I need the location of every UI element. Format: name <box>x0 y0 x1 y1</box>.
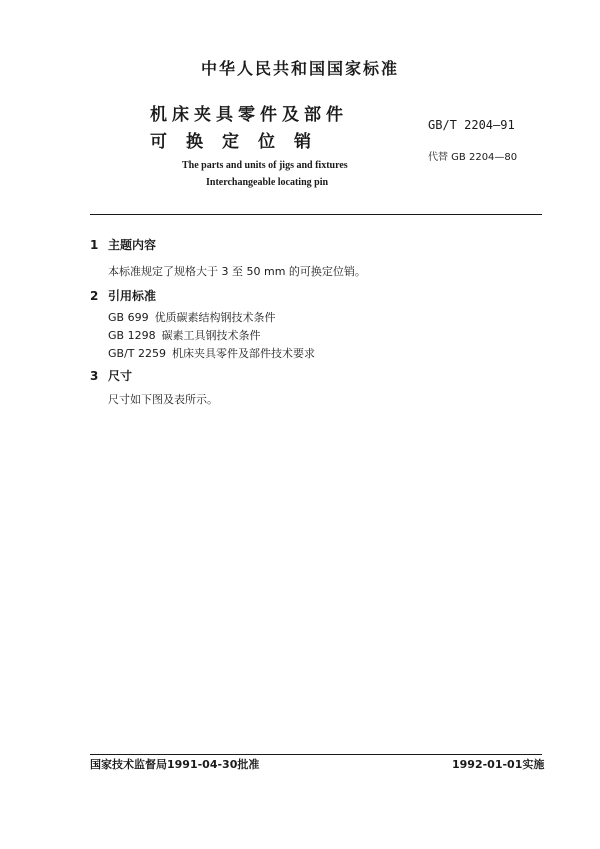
section-3-heading <box>90 367 132 384</box>
title-en-line2: Interchangeable locating pin <box>206 177 329 188</box>
header-divider <box>90 214 542 215</box>
title-cn-line1: 机床夹具零件及部件 <box>150 105 348 125</box>
section-1-title: 主题内容 <box>108 238 157 252</box>
section-1-number: 1 <box>90 238 99 252</box>
section-2-number: 2 <box>90 289 99 303</box>
standard-number: GB/T 2204—91 <box>428 118 515 132</box>
section-2-heading <box>90 287 156 304</box>
section-3-body: 尺寸如下图及表所示。 <box>108 393 218 406</box>
section-2-title: 引用标准 <box>108 289 157 303</box>
reference-code: GB/T 2259 <box>108 347 166 360</box>
reference-code: GB 699 <box>108 311 149 324</box>
reference-name: 碳素工具钢技术条件 <box>161 329 261 342</box>
reference-name: 优质碳素结构钢技术条件 <box>154 311 276 324</box>
section-3-title: 尺寸 <box>108 369 133 383</box>
reference-code: GB 1298 <box>108 329 156 342</box>
replaces-standard: 代替 GB 2204—80 <box>428 152 518 163</box>
reference-item <box>108 309 276 325</box>
implementation-date: 1992-01-01实施 <box>452 758 545 771</box>
section-1-body: 本标准规定了规格大于 3 至 50 mm 的可换定位销。 <box>108 265 366 278</box>
footer-divider <box>90 754 542 755</box>
reference-item <box>108 327 261 343</box>
reference-item <box>108 345 315 361</box>
title-cn-line2: 可换定位销 <box>150 132 330 152</box>
title-en-line1: The parts and units of jigs and fixtures <box>182 160 348 171</box>
standard-body-header: 中华人民共和国国家标准 <box>200 59 399 78</box>
reference-name: 机床夹具零件及部件技术要求 <box>172 347 315 360</box>
section-1-heading <box>90 236 156 253</box>
approval-date: 国家技术监督局1991-04-30批准 <box>90 758 260 771</box>
section-3-number: 3 <box>90 369 99 383</box>
